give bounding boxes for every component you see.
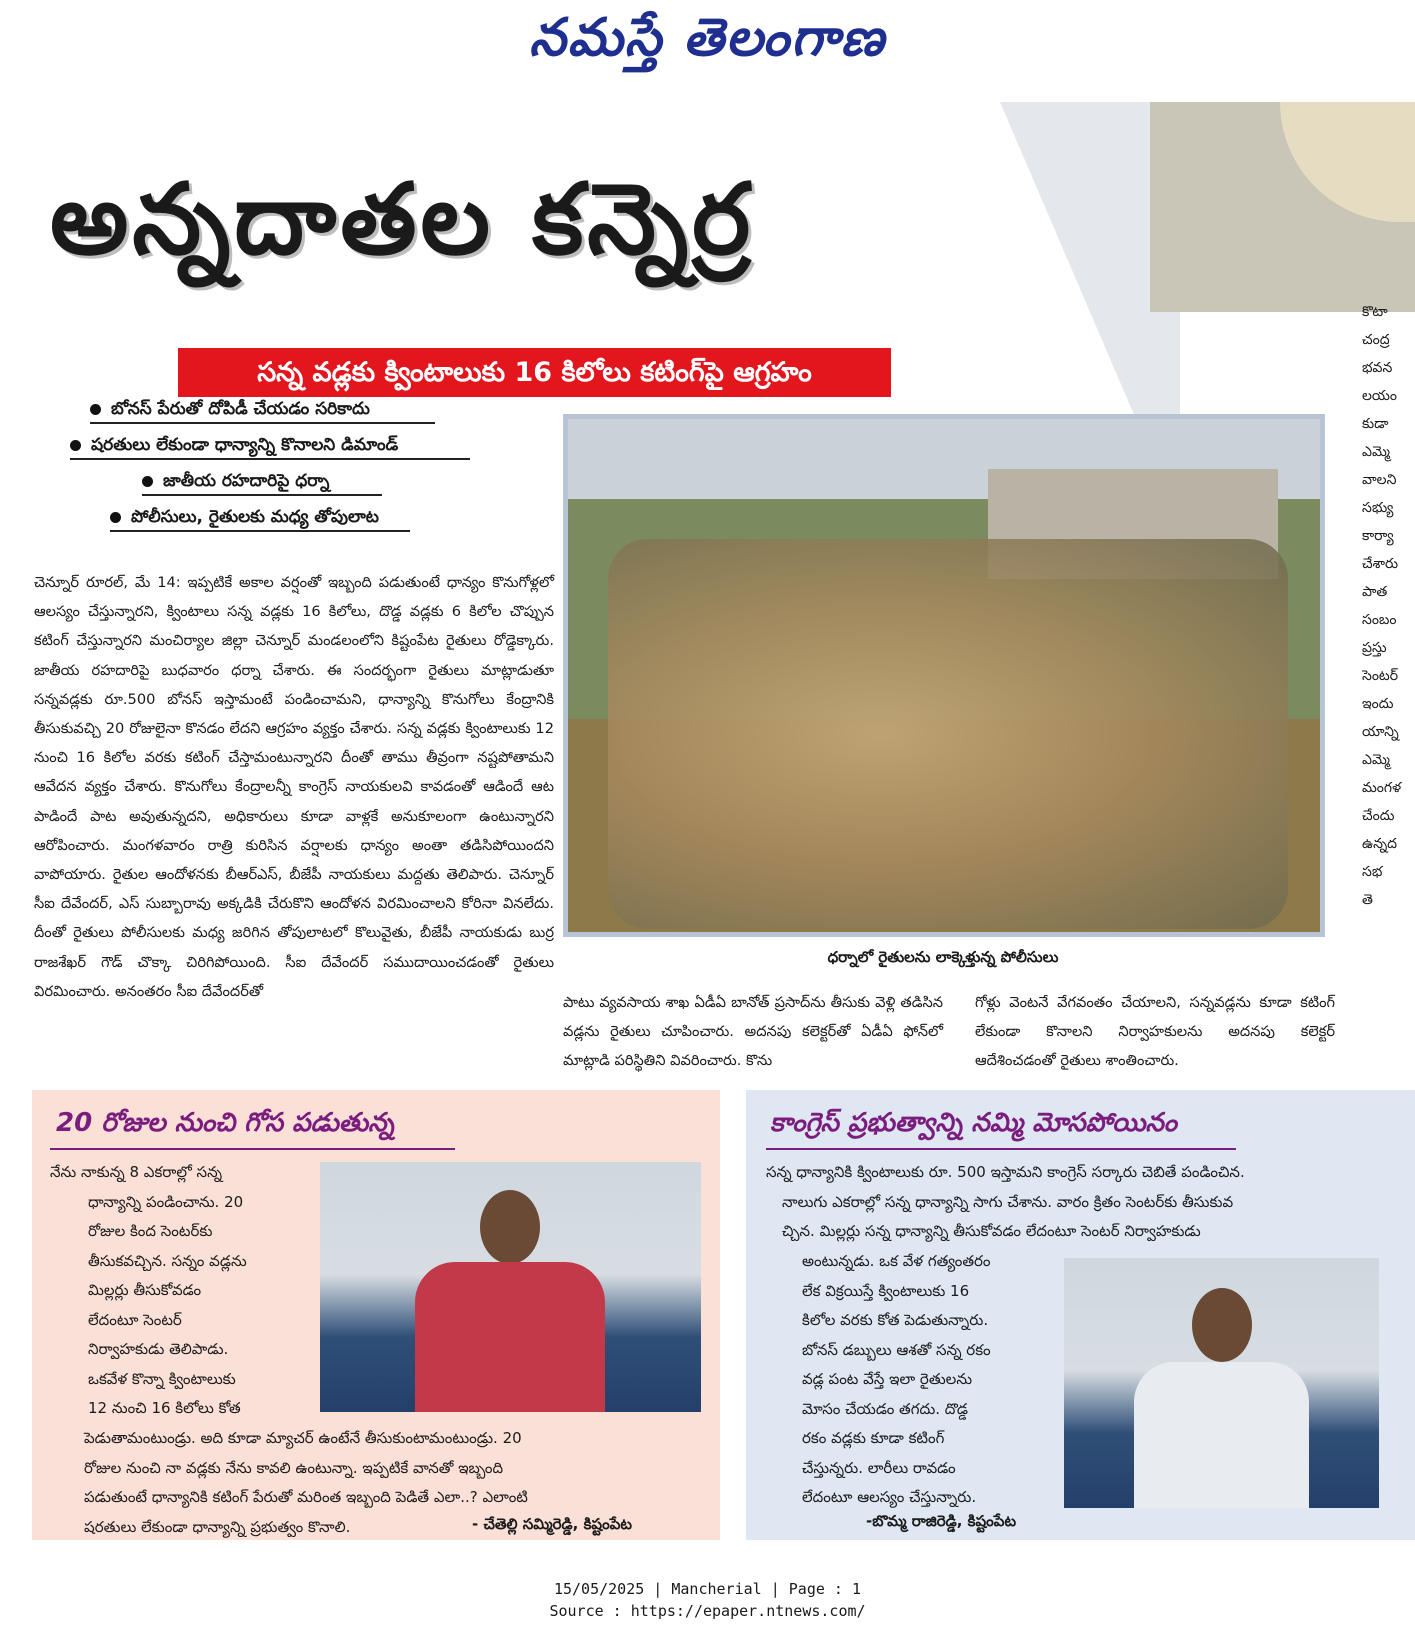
subheadline-banner: సన్న వడ్లకు క్వింటాలుకు 16 కిలోలు కటింగ్‌పై ఆగ్రహం (178, 348, 891, 397)
portrait-head (1192, 1288, 1252, 1362)
bullet-dot-icon (110, 512, 121, 523)
adjacent-article-fragment: కొటా చంద్ర భవన లయం కుడా ఎమ్మె వాలని సభ్యు కార్యా చేశారు పాత సంబం ప్రస్తు సెంటర్ ఇందు యాన్ని ఎమ్మె మంగళ చేందు ఉన్నద సభ తె (1362, 304, 1402, 908)
bullet-dot-icon (70, 440, 81, 451)
article-body-column-1: చెన్నూర్ రూరల్, మే 14: ఇప్పటికే అకాల వర్షంతో ఇబ్బంది పడుతుంటే ధాన్యం కొనుగోళ్లలో ఆలస్యం చేస్తున్నారని, క్వింటాలు సన్న వడ్లకు 16 కిలోలు, దొడ్డ వడ్లకు 6 కిలోల చొప్పున కటింగ్ చేస్తున్నారని మంచిర్యాల జిల్లా చెన్నూర్ మండలంలోని కిష్టంపేట రైతులు రోడ్డెక్కారు. జాతీయ రహదారిపై బుధవారం ధర్నా చేశారు. ఈ సందర్భంగా రైతులు మాట్లాడుతూ సన్నవడ్లకు రూ.500 బోనస్ ఇస్తామంటే పండించామని, ధాన్యాన్ని కొనుగోలు కేంద్రానికి తీసుకువచ్చి 20 రోజులైనా కొనడం లేదని ఆగ్రహం వ్యక్తం చేశారు. సన్న వడ్లకు క్వింటాలుకు 12 నుంచి 16 కిలోల వరకు కటింగ్ చేస్తామంటున్నారని దీంతో తాము తీవ్రంగా నష్టపోతామని ఆవేదన వ్యక్తం చేశారు. కొనుగోలు కేంద్రాలన్నీ కాంగ్రెస్ నాయకులవి కావడంతో ఆడిందే ఆట పాడిందే పాట అవుతున్నదని, అధికారులు కూడా వాళ్లకే అనుకూలంగా ఉంటున్నారని ఆరోపించారు. మంగళవారం రాత్రి కురిసిన వర్షాలకు ధాన్యం అంతా తడిసిపోయిందని వాపోయారు. రైతుల ఆందోళనకు బీఆర్ఎస్, బీజేపీ నాయకులు మద్దతు తెలిపారు. చెన్నూర్ సీఐ దేవేందర్, ఎస్ సుబ్బారావు అక్కడికి చేరుకొని ఆందోళన విరమించాలని కోరినా వినలేదు. దీంతో రైతులు పోలీసులకు మధ్య జరిగిన తోపులాటలో కొలువైతు, బీజేపీ నాయకుడు బుర్ర రాజశేఖర్ గౌడ్ చొక్కా చిరిగిపోయింది. సీఐ దేవేందర్ సముదాయించడంతో రైతులు విరమించారు. అనంతరం సీఐ దేవేందర్‌తో (34, 574, 554, 1000)
bullet-point: బోనస్ పేరుతో దోపిడీ చేయడం సరికాదు (90, 396, 435, 424)
footer-date-edition: 15/05/2025 | Mancherial | Page : 1 (553, 1580, 862, 1598)
article-body-column-2: పాటు వ్యవసాయ శాఖ ఏడీఏ బానోత్ ప్రసాద్‌ను తీసుకు వెళ్లి తడిసిన వడ్లను రైతులు చూపించారు. అదనపు కలెక్టర్‌తో ఏడీఏ ఫోన్‌లో మాట్లాడి పరిస్థితిని వివరించారు. కొను (563, 994, 943, 1070)
bullet-dot-icon (142, 476, 153, 487)
quote-text-wide: పెడుతామంటుండ్రు. అది కూడా మ్యాచర్ ఉంటేనే తీసుకుంటామంటుండ్రు. 20 రోజుల నుంచి నా వడ్లకు నేను కావలి ఉంటున్నా. ఇప్పటికే వానతో ఇబ్బంది పడుతుంటే ధాన్యానికి కటింగ్ పేరుతో మరింత ఇబ్బంది పెడితే ఎలా..? ఎలాంటి షరతులు లేకుండా ధాన్యాన్ని ప్రభుత్వం కొనాలి. (84, 1429, 528, 1536)
protest-photo (563, 414, 1325, 937)
portrait-shirt (415, 1262, 605, 1412)
title-underline (50, 1148, 455, 1150)
bullet-point: పోలీసులు, రైతులకు మధ్య తోపులాట (110, 504, 410, 532)
farmer-portrait-photo (320, 1162, 701, 1412)
photo-caption: ధర్నాలో రైతులను లాక్కెళ్తున్న పోలీసులు (827, 948, 1059, 966)
quote-signature: - చేతెల్లి సమ్మిరెడ్డి, కిష్టంపేట (472, 1515, 632, 1533)
headline: అన్నదాతల కన్నెర్ర (50, 163, 755, 277)
quote-box-title: కాంగ్రెస్ ప్రభుత్వాన్ని నమ్మి మోసపోయినం (770, 1108, 1177, 1138)
quote-signature: -బొమ్మ రాజిరెడ్డి, కిష్టంపేట (866, 1512, 1017, 1530)
bullet-point: షరతులు లేకుండా ధాన్యాన్ని కొనాలని డిమాండ్ (70, 432, 470, 460)
farmer-quote-box-left (32, 1090, 720, 1540)
title-underline (766, 1148, 1236, 1150)
bullet-dot-icon (90, 404, 101, 415)
bullet-point: జాతీయ రహదారిపై ధర్నా (142, 468, 382, 496)
quote-text-narrow: నేను నాకున్న 8 ఎకరాల్లో సన్న ధాన్యాన్ని పండించాను. 20 రోజుల కింద సెంటర్‌కు తీసుకవచ్చిన. సన్నం వడ్లను మిల్లర్లు తీసుకోవడం లేదంటూ సెంటర్ నిర్వాహకుడు తెలిపాడు. ఒకవేళ కొన్నా క్వింటాలుకు 12 నుంచి 16 కిలోలు కోత (50, 1163, 247, 1417)
footer-source-link[interactable]: Source : https://epaper.ntnews.com/ (549, 1602, 866, 1620)
article-body-column-3: గోళ్లు వెంటనే వేగవంతం చేయాలని, సన్నవడ్లను కూడా కటింగ్ లేకుండా కొనాలని నిర్వాహకులను అదనపు కలెక్టర్ ఆదేశించడంతో రైతులు శాంతించారు. (975, 994, 1335, 1070)
photo-crowd (608, 539, 1288, 929)
portrait-head (480, 1190, 540, 1264)
quote-text-wide: సన్న ధాన్యానికి క్వింటాలుకు రూ. 500 ఇస్తామని కాంగ్రెస్ సర్కారు చెబితే పండించిన. నాలుగు ఎకరాల్లో సన్న ధాన్యాన్ని సాగు చేశాను. వారం క్రితం సెంటర్‌కు తీసుకువ చ్చిన. మిల్లర్లు సన్న ధాన్యాన్ని తీసుకోవడం లేదంటూ సెంటర్ నిర్వాహకుడు (766, 1163, 1245, 1240)
quote-text-narrow: అంటున్నడు. ఒక వేళ గత్యంతరం లేక విక్రయిస్తే క్వింటాలుకు 16 కిలోల వరకు కోత పెడుతున్నారు. బోనస్ డబ్బులు ఆశతో సన్న రకం వడ్ల పంట వేస్తే ఇలా రైతులను మోసం చేయడం తగదు. దొడ్డ రకం వడ్లకు కూడా కటింగ్ చేస్తున్నరు. లారీలు రావడం లేదంటూ ఆలస్యం చేస్తున్నారు. (802, 1252, 991, 1506)
quote-box-title: 20 రోజుల నుంచి గోస పడుతున్న (56, 1108, 395, 1138)
farmer-quote-box-right (746, 1090, 1415, 1540)
portrait-shirt (1134, 1362, 1309, 1508)
masthead-logo: నమస్తే తెలంగాణ (529, 8, 886, 68)
farmer-portrait-photo (1064, 1258, 1379, 1508)
